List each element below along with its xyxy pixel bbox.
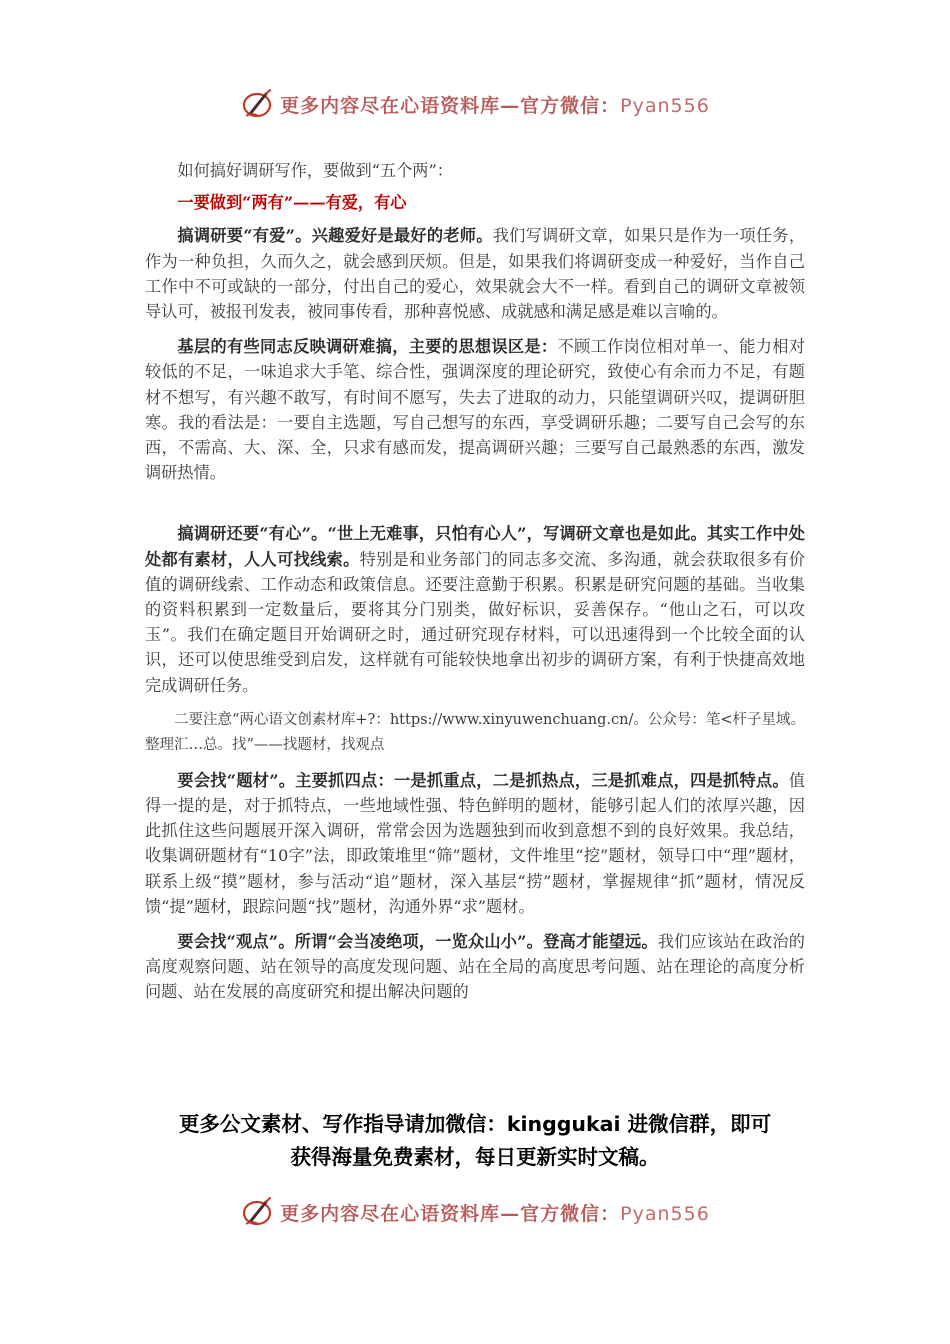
paragraph-4: 要会找“题材”。主要抓四点：一是抓重点，二是抓热点，三是抓难点，四是抓特点。值得一提的是，对于抓特点，一些地域性强、特色鲜明的题材，能够引起人们的浓厚兴趣，因此抓住这些问题展开深入调研，常常会因为选题独到而收到意想不到的良好效果。我总结，收集调研题材有“10字”法，即政策堆里“筛”题材，文件堆里“挖”题材，领导口中“理”题材，联系上级“摸”题材，参与活动“追”题材，深入基层“捞”题材，掌握规律“抓”题材，情况反馈“提”题材，跟踪问题“找”题材，沟通外界“求”题材。 <box>145 770 805 916</box>
banner-text: 更多内容尽在心语资料库—官方微信：Pyan556 <box>280 94 710 117</box>
promo-line-1: 更多公文素材、写作指导请加微信：kinggukai 进微信群，即可 <box>178 1112 772 1136</box>
banner-text: 更多内容尽在心语资料库—官方微信：Pyan556 <box>280 1202 710 1225</box>
paragraph-3-lead: 搞调研还要“有心”。“世上无难事，只怕有心人”，写调研文章也是如此。其实工作中处处都有素材，人人可找线索。 <box>145 524 805 569</box>
promo-footer <box>120 1108 830 1174</box>
pen-writing-logo-icon <box>240 86 276 122</box>
source-note: 二要注意“两心语文创素材库+?：https://www.xinyuwenchuang.cn/。公众号：笔<杆子星域。整理汇…总。找”——找题材，找观点 <box>145 711 806 753</box>
paragraph-1: 搞调研要“有爱”。兴趣爱好是最好的老师。我们写调研文章，如果只是作为一项任务，作为一种负担，久而久之，就会感到厌烦。但是，如果我们将调研变成一种爱好，当作自己工作中不可或缺的一部分，付出自己的爱心，效果就会大不一样。看到自己的调研文章被领导认可，被报刊发表，被同事传看，那种喜悦感、成就感和满足感是难以言喻的。 <box>145 226 806 322</box>
header-banner <box>0 84 950 124</box>
paragraph-1-lead: 搞调研要“有爱”。兴趣爱好是最好的老师。 <box>177 226 493 246</box>
paragraph-3: 搞调研还要“有心”。“世上无难事，只怕有心人”，写调研文章也是如此。其实工作中处处都有素材，人人可找线索。特别是和业务部门的同志多交流、多沟通，就会获取很多有价值的调研线索、工作动态和政策信息。还要注意勤于积累。积累是研究问题的基础。当收集的资料积累到一定数量后，要将其分门别类，做好标识，妥善保存。“他山之石，可以攻玉”。我们在确定题目开始调研之时，通过研究现存材料，可以迅速得到一个比较全面的认识，还可以使思维受到启发，这样就有可能较快地拿出初步的调研方案，有利于快捷高效地完成调研任务。 <box>145 524 806 695</box>
paragraph-2: 基层的有些同志反映调研难搞，主要的思想误区是：不顾工作岗位相对单一、能力相对较低的不足，一味追求大手笔、综合性，强调深度的理论研究，致使心有余而力不足，有题材不想写，有兴趣不敢写，有时间不愿写，失去了进取的动力，只能望调研兴叹，提调研胆寒。我的看法是：一要自主选题，写自己想写的东西，享受调研乐趣；二要写自己会写的东西，不需高、大、深、全，只求有感而发，提高调研兴趣；三要写自己最熟悉的东西，激发调研热情。 <box>145 337 806 483</box>
section-heading: 一要做到“两有”——有爱，有心 <box>177 193 407 213</box>
promo-line-2: 获得海量免费素材，每日更新实时文稿。 <box>290 1145 660 1169</box>
paragraph-5-lead: 要会找“观点”。所谓“会当凌绝项，一览众山小”。登高才能望远。 <box>177 932 658 952</box>
pen-writing-logo-icon <box>240 1194 276 1230</box>
intro-line: 如何搞好调研写作，要做到“五个两”： <box>177 161 453 180</box>
footer-banner <box>0 1192 950 1232</box>
article-body <box>145 158 805 1005</box>
paragraph-5: 要会找“观点”。所谓“会当凌绝项，一览众山小”。登高才能望远。我们应该站在政治的高度观察问题、站在领导的高度发现问题、站在全局的高度思考问题、站在理论的高度分析问题、站在发展的高度研究和提出解决问题的 <box>145 932 805 1002</box>
paragraph-2-lead: 基层的有些同志反映调研难搞，主要的思想误区是： <box>177 337 558 357</box>
paragraph-4-lead: 要会找“题材”。主要抓四点：一是抓重点，二是抓热点，三是抓难点，四是抓特点。 <box>177 770 789 790</box>
